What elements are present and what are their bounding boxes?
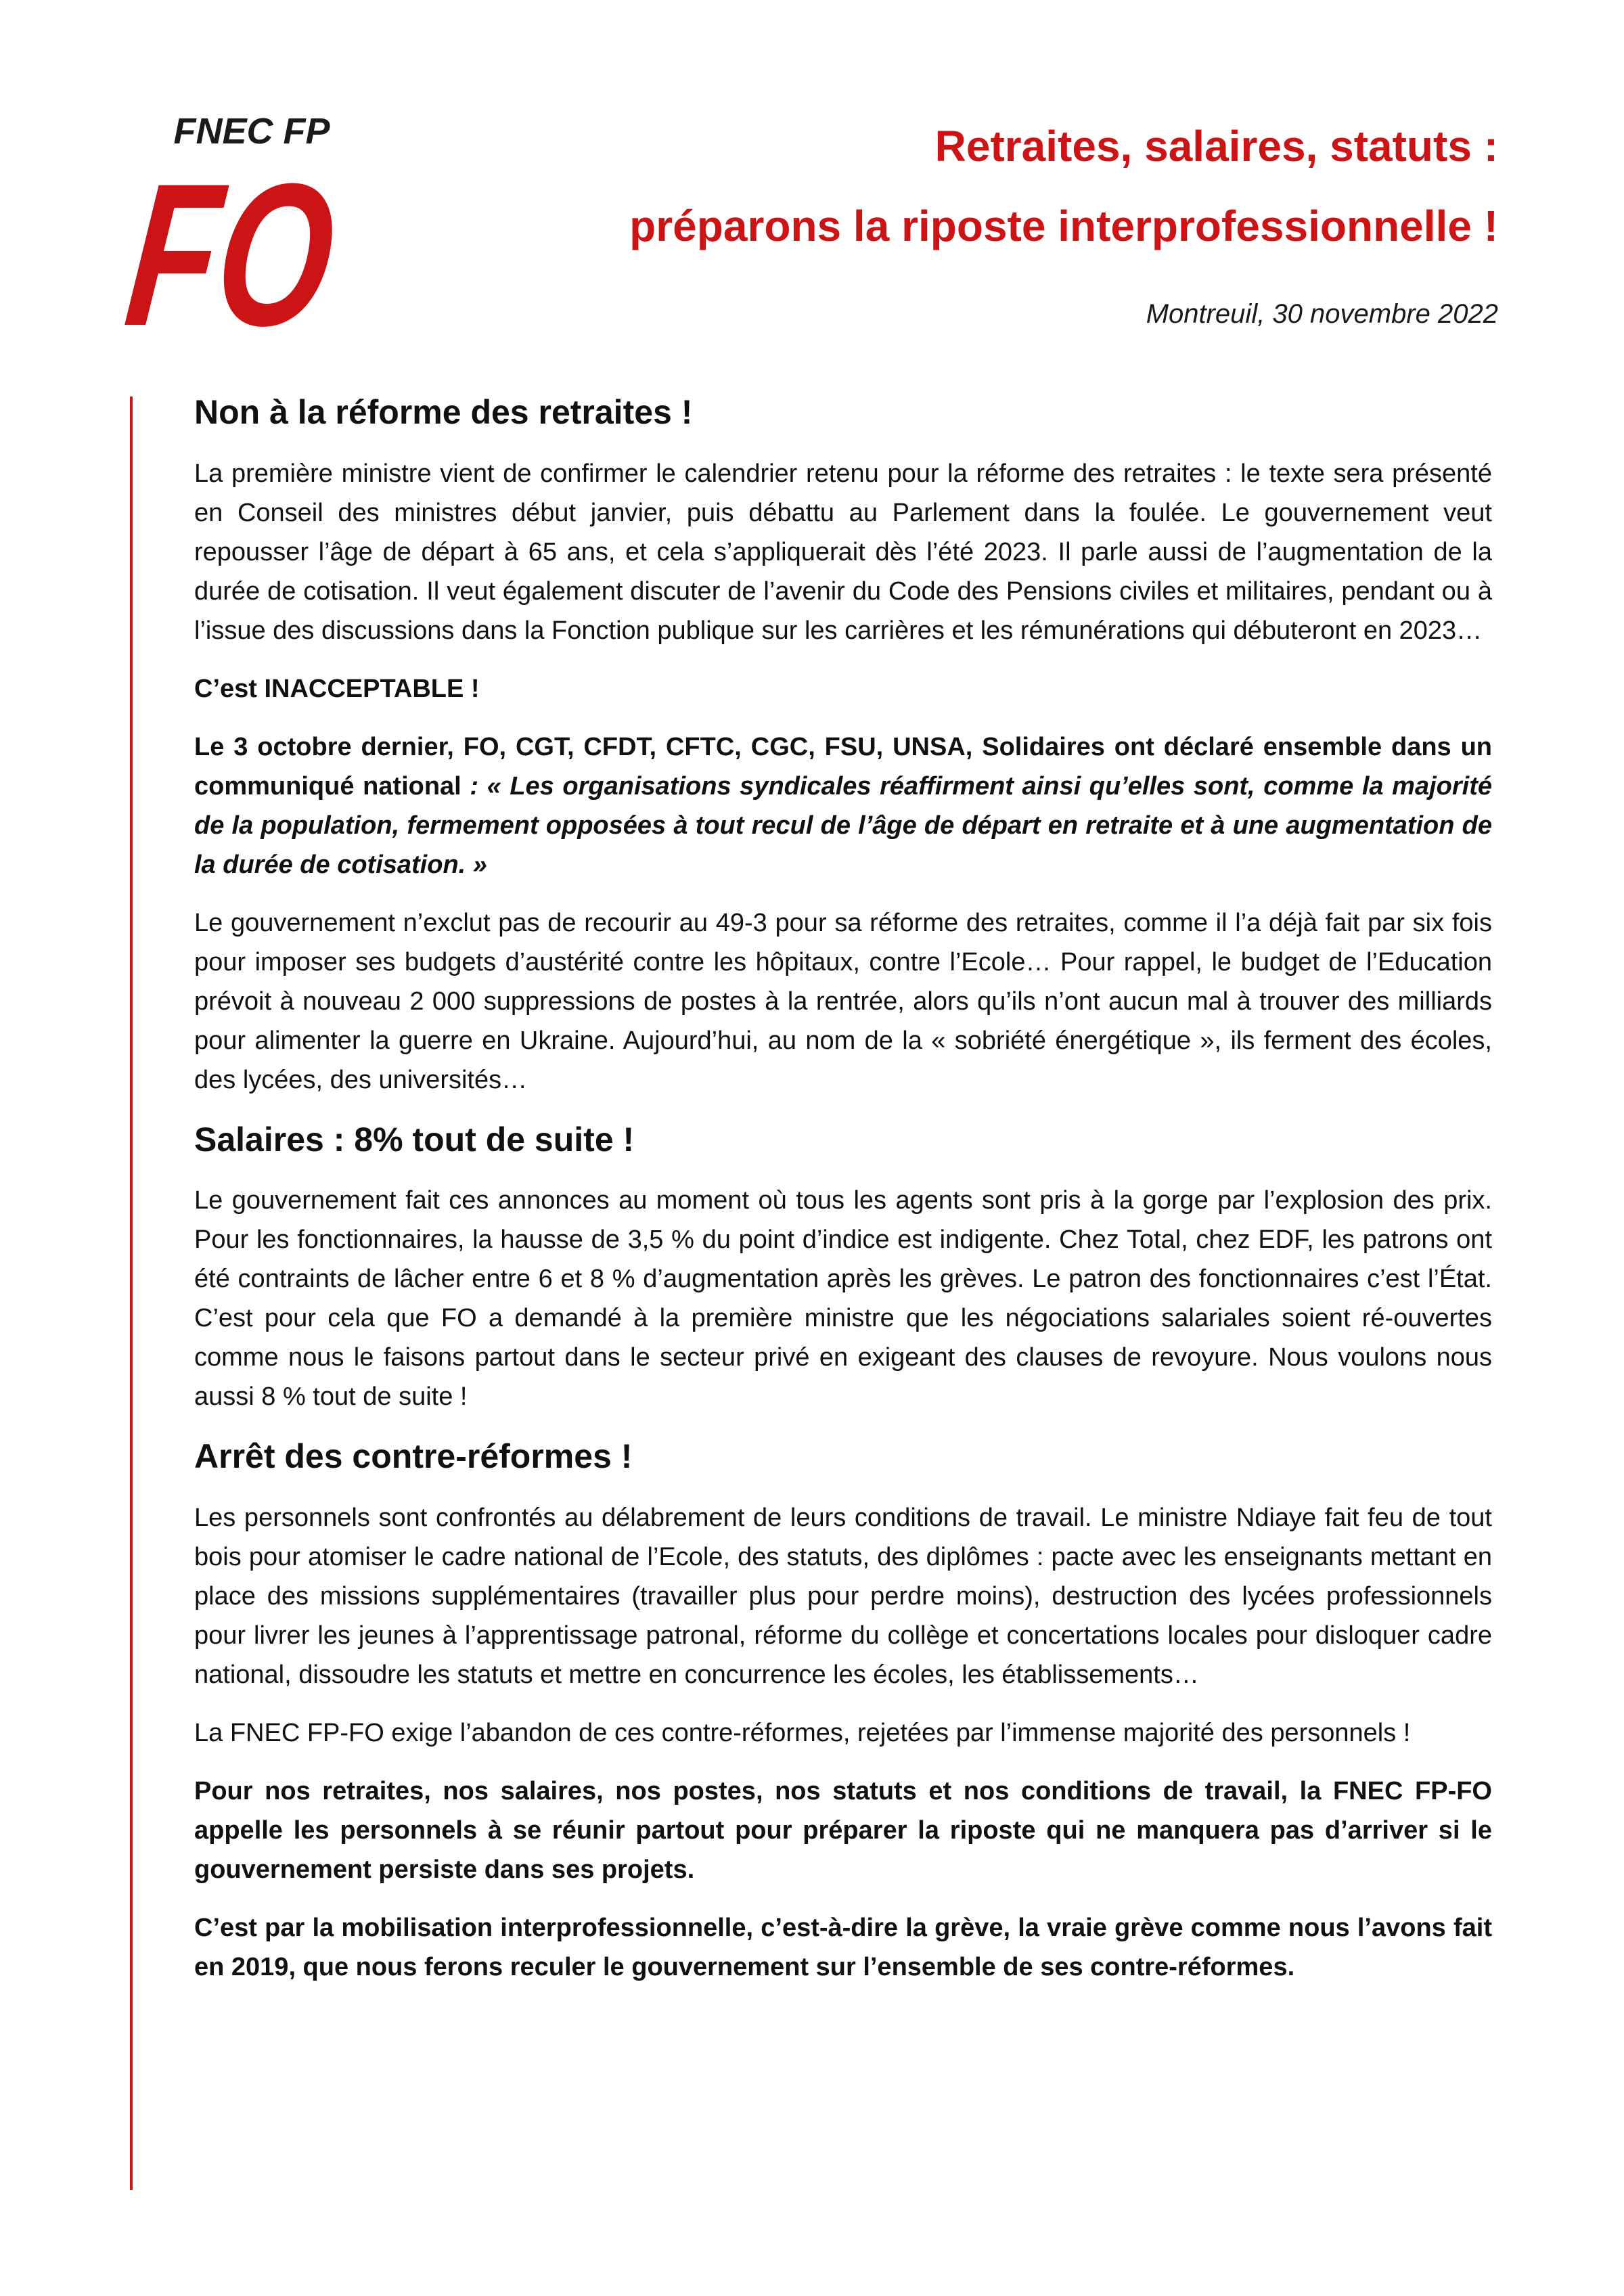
fo-logo-graphic (117, 108, 424, 368)
logo-top-text: FNEC FP (173, 111, 330, 152)
paragraph-49-3: Le gouvernement n’exclut pas de recourir au 49-3 pour sa réforme des retraites, comme il l’a déjà fait par six fois pour imposer ses budgets d’austérité contre les hôpitaux, contre l’Ecole… Pour rappel, le budget de l’Education prévoit à nouveau 2 000 suppressions de postes à la rentrée, alors qu’ils n’ont aucun mal à trouver des milliards pour alimenter la guerre en Ukraine. Aujourd’hui, au nom de la « sobriété énergétique », ils ferment des écoles, des lycées, des universités… (194, 908, 1492, 1094)
left-margin-rule (130, 397, 133, 2190)
dateline: Montreuil, 30 novembre 2022 (1146, 299, 1498, 329)
section-heading-salaires: Salaires : 8% tout de suite ! (194, 1120, 635, 1158)
paragraph-communique-intersyndical (194, 727, 1492, 884)
paragraph-appel-greve: C’est par la mobilisation interprofessionnelle, c’est-à-dire la grève, la vraie grève comme nous l’avons fait en 2019, que nous ferons reculer le gouvernement sur l’ensemble de ses contre-réformes. (194, 1913, 1492, 1981)
fnec-fp-fo-logo (117, 108, 424, 368)
document-body (194, 391, 1492, 2006)
logo-main-text: FO (117, 141, 424, 368)
section-heading-contre-reformes: Arrêt des contre-réformes ! (194, 1437, 633, 1475)
document-title-line-1: Retraites, salaires, statuts : (934, 122, 1498, 171)
paragraph-retraites-calendrier: La première ministre vient de confirmer le calendrier retenu pour la réforme des retraites : le texte sera présenté en Conseil des ministres début janvier, puis débattu au Parlement dans la foulée. Le gouvernement veut repousser l’âge de départ à 65 ans, et cela s’appliquerait dès l’été 2023. Il parle aussi de l’augmentation de la durée de cotisation. Il veut également discuter de l’avenir du Code des Pensions civiles et militaires, pendant ou à l’issue des discussions dans la Fonction publique sur les carrières et les rémunérations qui débuteront en 2023… (194, 459, 1492, 645)
paragraph-salaires: Le gouvernement fait ces annonces au moment où tous les agents sont pris à la gorge par l’explosion des prix. Pour les fonctionnaires, la hausse de 3,5 % du point d’indice est indigente. Chez Total, chez EDF, les patrons ont été contraints de lâcher entre 6 et 8 % d’augmentation après les grèves. Le patron des fonctionnaires c’est l’État. C’est pour cela que FO a demandé à la première ministre que les négociations salariales soient ré-ouvertes comme nous le faisons partout dans le secteur privé en exigeant des clauses de revoyure. Nous voulons nous aussi 8 % tout de suite ! (194, 1186, 1492, 1411)
paragraph-exige-abandon: La FNEC FP-FO exige l’abandon de ces contre-réformes, rejetées par l’immense majorité des personnels ! (194, 1718, 1411, 1747)
section-heading-retraites: Non à la réforme des retraites ! (194, 393, 693, 431)
document-title-line-2: préparons la riposte interprofessionnelle ! (629, 202, 1498, 250)
paragraph-inacceptable: C’est INACCEPTABLE ! (194, 674, 480, 703)
paragraph-appel-reunions: Pour nos retraites, nos salaires, nos postes, nos statuts et nos conditions de travail, la FNEC FP-FO appelle les personnels à se réunir partout pour préparer la riposte qui ne manquera pas d’arriver si le gouvernement persiste dans ses projets. (194, 1776, 1492, 1884)
paragraph-conditions-travail: Les personnels sont confrontés au délabrement de leurs conditions de travail. Le ministre Ndiaye fait feu de tout bois pour atomiser le cadre national de l’Ecole, des statuts, des diplômes : pacte avec les enseignants mettant en place des missions supplémentaires (travailler plus pour perdre moins), destruction des lycées professionnels pour livrer les jeunes à l’apprentissage patronal, réforme du collège et concertations locales pour disloquer cadre national, dissoudre les statuts et mettre en concurrence les écoles, les établissements… (194, 1503, 1492, 1689)
communique-quote: : « Les organisations syndicales réaffirment ainsi qu’elles sont, comme la majorité de la population, fermement opposées à tout recul de l’âge de départ en retraite et à une augmentation de la durée de cotisation. » (194, 771, 1492, 879)
communique-intro: Le 3 octobre dernier, FO, CGT, CFDT, CFTC, CGC, FSU, UNSA, Solidaires ont déclaré ensemble dans un communiqué national (194, 732, 1492, 801)
